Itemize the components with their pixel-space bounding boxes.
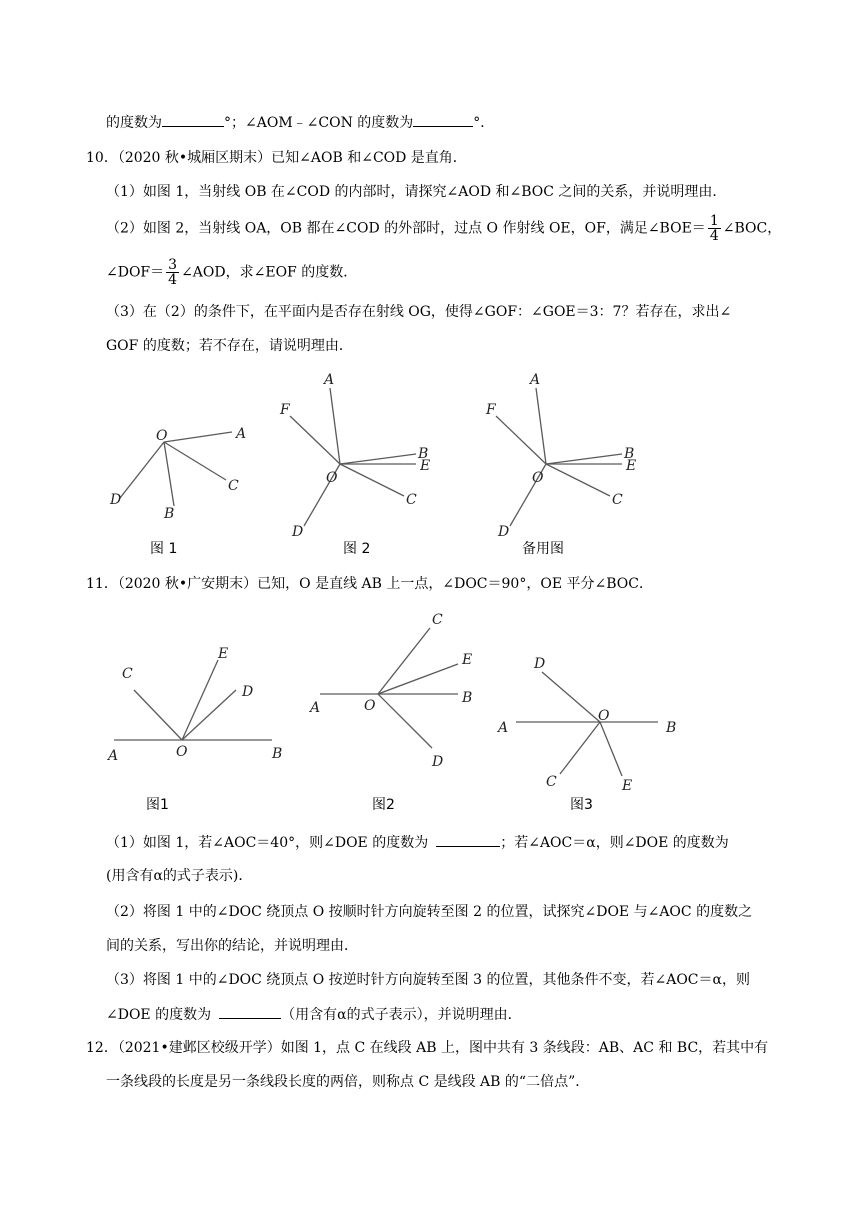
q11-figure-2 — [300, 606, 490, 776]
label-b: B — [666, 720, 677, 736]
numerator: 3 — [168, 257, 178, 273]
label-o: O — [156, 428, 168, 444]
text: ∠DOF＝ — [106, 264, 165, 281]
text: 的度数为 — [106, 115, 162, 131]
figure-caption: 备用图 — [522, 541, 564, 557]
ray-ob — [546, 454, 622, 464]
answer-blank — [219, 1004, 281, 1019]
label-a: A — [236, 426, 247, 442]
question-11-part-1-line-1 — [106, 832, 729, 853]
label-c: C — [612, 492, 623, 508]
ray-oa — [330, 388, 340, 464]
answer-blank — [162, 112, 224, 127]
label-a: A — [498, 720, 509, 736]
label-e: E — [622, 778, 633, 794]
label-e: E — [462, 652, 473, 668]
label-d: D — [534, 656, 546, 672]
label-d: D — [432, 754, 444, 770]
label-a: A — [108, 748, 119, 764]
ray-od — [120, 442, 164, 498]
ray-oc — [340, 464, 404, 496]
figure-caption: 图3 — [570, 797, 593, 813]
label-o: O — [364, 698, 376, 714]
question-10-part-3-line-1: （3）在（2）的条件下，在平面内是否存在射线 OG，使得∠GOF：∠GOE＝3：7？若存在，求出∠ — [106, 304, 732, 320]
label-c: C — [546, 774, 557, 790]
fraction-one-quarter — [708, 214, 721, 243]
question-10-part-2-line-2 — [106, 258, 357, 287]
text: （用含有α的式子表示），并说明理由． — [281, 1007, 522, 1023]
ray-oe — [182, 660, 218, 740]
ray-oa — [536, 388, 546, 464]
label-f: F — [486, 402, 496, 418]
text: °． — [473, 115, 495, 131]
question-11-part-2-line-2: 间的关系，写出你的结论，并说明理由． — [106, 938, 358, 954]
label-o: O — [326, 470, 338, 486]
label-b: B — [272, 746, 283, 762]
text: ∠BOC， — [722, 220, 782, 237]
label-d: D — [110, 492, 122, 508]
label-c: C — [406, 492, 417, 508]
label-f: F — [280, 402, 290, 418]
label-a: A — [530, 372, 541, 388]
ray-oc — [560, 722, 600, 774]
ray-oc — [546, 464, 610, 496]
question-10-part-1: （1）如图 1，当射线 OB 在∠COD 的内部时，请探究∠AOD 和∠BOC 之间的关系，并说明理由． — [106, 184, 727, 200]
question-11-part-1-line-2: (用含有α的式子表示)． — [106, 868, 253, 884]
answer-line-continuation — [106, 112, 494, 133]
label-e: E — [626, 458, 637, 474]
label-b: B — [418, 446, 429, 462]
denominator: 4 — [168, 272, 178, 288]
q11-figure-3 — [490, 650, 690, 800]
label-c: C — [228, 478, 239, 494]
question-12-line-1: 12．（2021•建邺区校级开学）如图 1，点 C 在线段 AB 上，图中共有 3 条线段：AB、AC 和 BC，若其中有 — [86, 1040, 769, 1056]
ray-oc — [164, 442, 226, 480]
label-e: E — [218, 646, 229, 662]
label-b: B — [624, 446, 635, 462]
ray-oa — [164, 432, 232, 442]
ray-oc — [134, 690, 182, 740]
question-12-line-2: 一条线段的长度是另一条线段长度的两倍，则称点 C 是线段 AB 的“二倍点”． — [106, 1074, 590, 1090]
label-d: D — [242, 684, 254, 700]
ray-oe — [600, 722, 622, 776]
answer-blank — [413, 112, 473, 127]
question-10-part-2-line-1 — [106, 214, 781, 243]
label-a: A — [324, 372, 335, 388]
question-11-part-3-line-2 — [106, 1004, 522, 1025]
q10-figure-2 — [270, 370, 440, 540]
text: （1）如图 1，若∠AOC＝40°，则∠DOE 的度数为 — [106, 835, 429, 851]
question-10-part-3-line-2: GOF 的度数；若不存在，请说明理由． — [106, 338, 353, 354]
label-a: A — [310, 700, 321, 716]
figure-caption: 图 1 — [150, 541, 178, 557]
text: °；∠AOM﹣∠CON 的度数为 — [224, 115, 414, 131]
text: ∠DOE 的度数为 — [106, 1007, 212, 1023]
question-11-part-2-line-1: （2）将图 1 中的∠DOC 绕顶点 O 按顺时针方向旋转至图 2 的位置，试探究∠DOE 与∠AOC 的度数之 — [106, 904, 753, 920]
label-d: D — [292, 524, 304, 540]
q11-figure-1 — [100, 636, 290, 766]
label-o: O — [598, 708, 610, 724]
ray-of — [496, 416, 546, 464]
text: ∠AOD，求∠EOF 的度数． — [181, 264, 358, 281]
question-10-stem: 10．（2020 秋•城厢区期末）已知∠AOB 和∠COD 是直角． — [86, 150, 467, 166]
label-e: E — [420, 458, 431, 474]
ray-of — [290, 416, 340, 464]
ray-od — [542, 672, 600, 722]
figure-caption: 图2 — [372, 797, 395, 813]
label-b: B — [164, 506, 175, 522]
ray-od — [378, 694, 432, 748]
label-d: D — [498, 524, 510, 540]
denominator: 4 — [709, 228, 719, 244]
label-o: O — [532, 470, 544, 486]
text: （2）如图 2，当射线 OA，OB 都在∠COD 的外部时，过点 O 作射线 OE，OF，满足∠BOE＝ — [106, 220, 706, 237]
ray-ob — [340, 454, 416, 464]
question-11-part-3-line-1: （3）将图 1 中的∠DOC 绕顶点 O 按逆时针方向旋转至图 3 的位置，其他条件不变，若∠AOC＝α，则 — [106, 972, 750, 988]
ray-ob — [164, 442, 174, 506]
fraction-three-quarters — [166, 258, 179, 287]
figure-caption: 图 2 — [343, 541, 371, 557]
q10-figure-spare — [476, 370, 646, 540]
figure-caption: 图1 — [146, 797, 169, 813]
ray-od — [182, 690, 236, 740]
label-c: C — [432, 612, 443, 628]
label-b: B — [462, 690, 473, 706]
question-11-stem: 11．（2020 秋•广安期末）已知，O 是直线 AB 上一点，∠DOC＝90°，OE 平分∠BOC． — [86, 576, 653, 592]
numerator: 1 — [709, 213, 719, 229]
answer-blank — [436, 832, 500, 847]
label-c: C — [122, 666, 133, 682]
label-o: O — [176, 744, 188, 760]
text: ；若∠AOC＝α，则∠DOE 的度数为 — [500, 835, 729, 851]
q10-figure-1 — [100, 410, 260, 530]
